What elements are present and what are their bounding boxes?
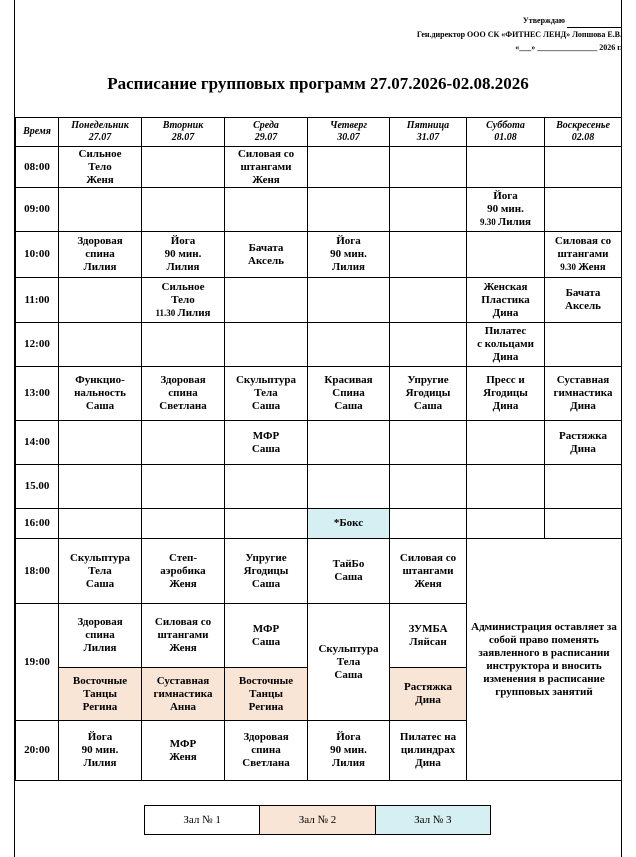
empty-cell	[545, 188, 622, 232]
empty-cell	[467, 232, 545, 278]
empty-cell	[308, 147, 390, 188]
class-line: 9.30 Лилия	[480, 216, 531, 228]
class-cell	[390, 367, 467, 421]
class-line: с кольцами	[477, 338, 534, 350]
class-line: Силовая со	[237, 147, 295, 160]
class-line: Дина	[492, 400, 519, 412]
class-cell	[225, 232, 308, 278]
row-1800	[16, 539, 622, 604]
empty-cell	[308, 323, 390, 367]
empty-cell	[142, 323, 225, 367]
time-cell: 18:00	[16, 539, 59, 604]
header-fri	[390, 118, 467, 147]
class-line: Пилатес на	[399, 731, 457, 743]
class-line: Саша	[413, 400, 443, 412]
class-line: МФР	[252, 622, 280, 635]
class-line: Здоровая	[243, 731, 289, 743]
empty-cell	[545, 465, 622, 509]
time-cell: 10:00	[16, 232, 59, 278]
header-sat	[467, 118, 545, 147]
class-line: Женя	[252, 173, 280, 186]
class-line: Спина	[332, 387, 365, 399]
header-thu	[308, 118, 390, 147]
class-line: Скульптура	[235, 374, 297, 386]
class-line: Упругие	[245, 551, 287, 564]
class-cell	[467, 188, 545, 232]
class-line: Лилия	[83, 261, 117, 273]
empty-cell	[59, 509, 142, 539]
class-line: гимнастика	[553, 387, 613, 399]
day-date: 01.08	[494, 132, 517, 143]
class-cell	[59, 539, 142, 604]
class-cell	[59, 367, 142, 421]
empty-cell	[467, 509, 545, 539]
empty-cell	[390, 509, 467, 539]
class-line: МФР	[252, 429, 280, 442]
class-cell	[142, 604, 225, 668]
class-line: Саша	[251, 400, 281, 412]
class-cell	[59, 604, 142, 668]
empty-cell	[59, 465, 142, 509]
time-cell: 11:00	[16, 278, 59, 323]
class-line: Дина	[492, 351, 519, 363]
day-date: 31.07	[416, 132, 440, 143]
class-line: Сильное	[78, 147, 122, 160]
class-line: 9.30 Женя	[560, 261, 606, 273]
empty-cell	[390, 278, 467, 323]
class-line: Лилия	[83, 757, 117, 769]
day-name: Понедельник	[71, 120, 129, 131]
class-line: Пилатес	[484, 325, 527, 337]
day-date: 29.07	[254, 132, 278, 143]
class-line: нальность	[74, 387, 126, 399]
empty-cell	[142, 509, 225, 539]
class-cell	[59, 232, 142, 278]
row-0900	[16, 188, 622, 232]
time-cell: 12:00	[16, 323, 59, 367]
class-line: Тело	[171, 293, 195, 306]
class-cell	[308, 539, 390, 604]
class-line: Саша	[251, 442, 281, 455]
class-line: Женя	[169, 577, 197, 590]
approval-line-1: Утверждаю	[522, 16, 565, 25]
class-line: ТайБо	[332, 558, 365, 570]
row-1300	[16, 367, 622, 421]
empty-cell	[142, 421, 225, 465]
class-line: Здоровая	[77, 616, 123, 628]
time-cell: 16:00	[16, 509, 59, 539]
header-row	[16, 118, 622, 147]
class-line: спина	[168, 387, 198, 399]
empty-cell	[142, 147, 225, 188]
empty-cell	[390, 421, 467, 465]
class-line: Здоровая	[160, 374, 206, 386]
class-line: Регина	[248, 700, 284, 713]
class-line: Силовая со	[554, 235, 612, 247]
class-line: Тела	[336, 655, 361, 668]
class-cell	[308, 509, 390, 539]
class-line: цилиндрах	[400, 744, 456, 756]
class-line: спина	[251, 744, 281, 756]
class-cell	[390, 539, 467, 604]
class-line: Йога	[336, 731, 361, 743]
row-1000	[16, 232, 622, 278]
class-line: Ягодицы	[483, 387, 528, 399]
class-line: 90 мин.	[164, 248, 202, 260]
class-cell	[390, 604, 467, 668]
day-date: 28.07	[171, 132, 195, 143]
class-cell	[467, 323, 545, 367]
legend-hall-1: Зал № 1	[145, 806, 260, 834]
class-line: 90 мин.	[330, 248, 367, 260]
class-line: Саша	[85, 400, 115, 412]
class-line: Здоровая	[77, 235, 123, 247]
day-name: Вторник	[162, 120, 204, 131]
row-1400	[16, 421, 622, 465]
class-cell	[545, 421, 622, 465]
class-line: Регина	[82, 700, 118, 713]
class-line: Женя	[86, 173, 114, 186]
class-line: 90 мин.	[81, 744, 119, 756]
time-cell: 20:00	[16, 721, 59, 781]
class-line: Лилия	[166, 261, 200, 273]
empty-cell	[545, 323, 622, 367]
class-line: Функцио-	[75, 374, 125, 386]
class-line: *Бокс	[333, 517, 364, 529]
class-cell	[545, 232, 622, 278]
class-line: Дина	[415, 757, 441, 769]
class-line: Саша	[251, 635, 281, 648]
class-line: 90 мин.	[330, 744, 367, 756]
class-line: 11.30 Лилия	[155, 306, 211, 319]
class-line: спина	[85, 629, 115, 641]
class-line: спина	[85, 248, 115, 260]
empty-cell	[545, 147, 622, 188]
class-line: Женя	[169, 642, 197, 654]
class-line: Растяжка	[559, 429, 607, 442]
class-line: гимнастика	[153, 687, 213, 700]
class-cell	[545, 367, 622, 421]
class-cell	[390, 721, 467, 781]
row-1600	[16, 509, 622, 539]
class-line: Степ-	[168, 551, 198, 564]
class-line: ЗУМБА	[408, 622, 448, 635]
class-line: Танцы	[249, 687, 283, 700]
class-cell	[142, 232, 225, 278]
empty-cell	[59, 278, 142, 323]
class-line: Саша	[334, 400, 363, 412]
class-cell	[308, 721, 390, 781]
empty-cell	[390, 465, 467, 509]
class-line: Анна	[169, 700, 197, 713]
class-line: Красивая	[324, 374, 373, 386]
class-line: Упругие	[407, 374, 449, 386]
class-cell	[225, 367, 308, 421]
class-line: Ляйсан	[409, 635, 447, 648]
empty-cell	[467, 421, 545, 465]
class-line: Йога	[87, 731, 113, 743]
row-1500	[16, 465, 622, 509]
empty-cell	[142, 188, 225, 232]
legend-hall-3: Зал № 3	[376, 806, 490, 834]
class-line: Йога	[170, 235, 196, 247]
class-line: 90 мин.	[487, 203, 524, 215]
row-1200	[16, 323, 622, 367]
class-cell	[142, 668, 225, 721]
class-cell	[142, 367, 225, 421]
header-sun	[545, 118, 622, 147]
class-cell	[59, 668, 142, 721]
class-line: Саша	[334, 668, 363, 681]
class-cell	[225, 147, 308, 188]
class-line: Светлана	[242, 757, 290, 769]
empty-cell	[59, 421, 142, 465]
class-line: Дина	[570, 400, 596, 412]
class-cell	[142, 539, 225, 604]
empty-cell	[59, 188, 142, 232]
class-line: Лилия	[83, 642, 117, 654]
class-cell	[390, 668, 467, 721]
class-line: Дина	[492, 306, 519, 319]
day-name: Суббота	[486, 120, 525, 131]
approval-line-2: Ген.директор ООО СК «ФИТНЕС ЛЕНД» Лопшова Е.В.	[416, 30, 622, 39]
empty-cell	[390, 232, 467, 278]
empty-cell	[467, 147, 545, 188]
class-line: Лилия	[332, 261, 365, 273]
class-cell	[225, 421, 308, 465]
class-cell	[225, 604, 308, 668]
class-cell	[59, 721, 142, 781]
empty-cell	[390, 147, 467, 188]
class-cell	[467, 278, 545, 323]
class-line: Йога	[493, 190, 518, 202]
class-line: Восточные	[72, 674, 128, 687]
empty-cell	[390, 323, 467, 367]
approval-block	[417, 14, 622, 54]
class-line: аэробика	[160, 564, 206, 577]
class-line: Бачата	[248, 241, 284, 254]
row-0800	[16, 147, 622, 188]
class-line: Растяжка	[404, 681, 452, 693]
class-line: Саша	[85, 577, 115, 590]
empty-cell	[59, 323, 142, 367]
row-1100	[16, 278, 622, 323]
class-cell	[59, 147, 142, 188]
class-cell	[225, 668, 308, 721]
class-cell	[225, 539, 308, 604]
empty-cell	[467, 465, 545, 509]
time-cell: 14:00	[16, 421, 59, 465]
empty-cell	[225, 278, 308, 323]
class-line: Лилия	[332, 757, 365, 769]
header-mon	[59, 118, 142, 147]
class-line: штангами	[157, 629, 209, 641]
empty-cell	[225, 509, 308, 539]
class-line: Женская	[483, 280, 528, 293]
day-date: 27.07	[88, 132, 112, 143]
header-wed	[225, 118, 308, 147]
time-cell: 13:00	[16, 367, 59, 421]
class-line: Аксель	[248, 254, 284, 267]
approval-line-3: «___» _______________ 2026 г.	[515, 43, 622, 52]
schedule-table	[15, 117, 622, 781]
class-line: Саша	[334, 571, 363, 583]
class-line: Силовая со	[154, 616, 212, 628]
class-line: Дина	[570, 442, 596, 455]
class-line: Аксель	[565, 300, 601, 312]
page-title: Расписание групповых программ 27.07.2026-02.08.2026	[107, 74, 529, 93]
class-line: штангами	[557, 248, 609, 260]
day-name: Среда	[253, 120, 279, 131]
class-cell	[142, 721, 225, 781]
empty-cell	[225, 465, 308, 509]
class-cell	[308, 604, 390, 721]
class-line: Пресс и	[486, 374, 525, 386]
day-name: Четверг	[329, 120, 368, 131]
class-line: Скульптура	[318, 642, 379, 655]
time-cell: 15.00	[16, 465, 59, 509]
day-date: 30.07	[337, 132, 360, 143]
admin-note: Администрация оставляет за собой право поменять заявленного в расписании инструктора и вносить изменения в расписание групповых занятий	[467, 539, 622, 781]
class-line: Дина	[415, 694, 441, 706]
time-cell: 19:00	[16, 604, 59, 721]
empty-cell	[142, 465, 225, 509]
empty-cell	[308, 465, 390, 509]
empty-cell	[225, 188, 308, 232]
time-cell: 08:00	[16, 147, 59, 188]
class-line: Танцы	[83, 687, 117, 700]
day-name: Пятница	[406, 120, 450, 131]
class-cell	[545, 278, 622, 323]
header-tue	[142, 118, 225, 147]
class-line: Восточные	[238, 674, 294, 687]
class-line: Суставная	[556, 374, 610, 386]
class-line: Бачата	[565, 287, 601, 299]
class-cell	[142, 278, 225, 323]
class-line: Йога	[336, 235, 361, 247]
legend-hall-2: Зал № 2	[260, 806, 375, 834]
class-line: Сильное	[161, 280, 205, 293]
class-line: Женя	[414, 577, 442, 590]
class-line: Тела	[88, 564, 112, 577]
class-line: Суставная	[156, 674, 210, 687]
empty-cell	[390, 188, 467, 232]
day-date: 02.08	[571, 132, 595, 143]
class-line: Светлана	[159, 400, 207, 412]
empty-cell	[308, 421, 390, 465]
empty-cell	[308, 278, 390, 323]
class-cell	[308, 367, 390, 421]
empty-cell	[225, 323, 308, 367]
class-line: Скульптура	[69, 551, 131, 564]
class-cell	[308, 232, 390, 278]
header-time: Время	[16, 118, 59, 147]
class-line: МФР	[169, 737, 197, 750]
class-cell	[225, 721, 308, 781]
class-line: Саша	[251, 577, 281, 590]
class-line: Пластика	[481, 293, 530, 306]
class-line: штангами	[240, 160, 292, 173]
class-line: Ягодицы	[405, 387, 451, 399]
class-line: штангами	[402, 564, 454, 577]
hall-legend	[144, 805, 491, 835]
empty-cell	[545, 509, 622, 539]
class-line: Женя	[169, 750, 197, 763]
empty-cell	[308, 188, 390, 232]
day-name: Воскресенье	[556, 120, 610, 131]
time-cell: 09:00	[16, 188, 59, 232]
class-line: Тела	[254, 387, 278, 399]
class-line: Ягодицы	[243, 564, 289, 577]
class-cell	[467, 367, 545, 421]
class-line: Тело	[88, 160, 112, 173]
class-line: Силовая со	[399, 551, 457, 564]
